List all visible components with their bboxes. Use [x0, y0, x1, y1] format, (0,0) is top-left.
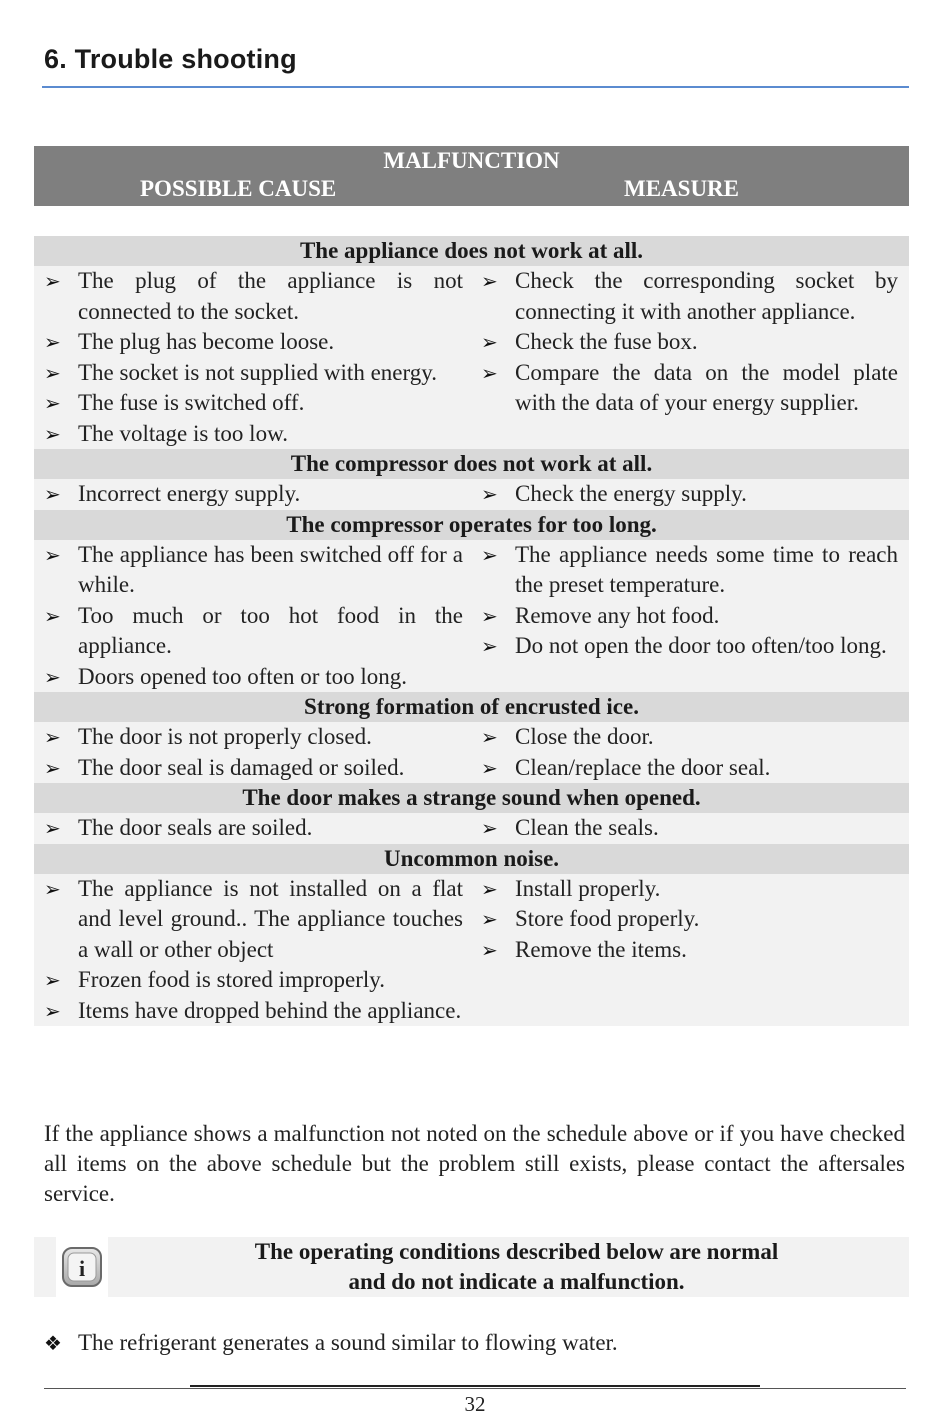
measure-column	[471, 813, 908, 844]
arrow-bullet-icon: ➢	[44, 755, 61, 780]
measure-column	[471, 540, 908, 693]
diamond-bullet-icon: ❖	[44, 1331, 62, 1355]
arrow-bullet-icon: ➢	[44, 360, 61, 385]
arrow-bullet-icon: ➢	[44, 482, 61, 506]
info-box	[34, 1237, 909, 1297]
arrow-bullet-icon: ➢	[44, 603, 61, 628]
group-body	[34, 722, 909, 783]
measure-text: Install properly.	[515, 875, 661, 901]
arrow-bullet-icon: ➢	[481, 816, 498, 840]
cause-item	[44, 358, 463, 389]
measure-column	[471, 266, 908, 449]
arrow-bullet-icon: ➢	[481, 937, 498, 962]
trouble-table	[34, 236, 909, 1026]
cause-column	[34, 874, 471, 1027]
measure-text: Compare the data on the model plate with the data of your energy supplier.	[515, 359, 898, 415]
arrow-bullet-icon: ➢	[481, 725, 498, 749]
cause-column	[34, 479, 471, 510]
header-measure: MEASURE	[624, 176, 740, 201]
measure-text: Check the fuse box.	[515, 329, 698, 354]
arrow-bullet-icon: ➢	[481, 755, 498, 780]
group-body	[34, 813, 909, 844]
cause-text: The voltage is too low.	[78, 420, 288, 446]
measure-text: Remove the items.	[515, 936, 687, 962]
measure-item	[481, 266, 898, 327]
measure-text: Remove any hot food.	[515, 602, 720, 628]
section-title: 6. Trouble shooting	[44, 44, 297, 74]
arrow-bullet-icon: ➢	[44, 269, 61, 293]
cause-text: The socket is not supplied with energy.	[78, 359, 437, 385]
group-body	[34, 266, 909, 449]
info-text	[124, 1237, 909, 1297]
group-body	[34, 479, 909, 510]
group-title: The compressor does not work at all.	[34, 449, 909, 479]
page-number: 32	[464, 1392, 486, 1416]
cause-item	[44, 388, 463, 419]
group-title: The door makes a strange sound when opened.	[34, 783, 909, 813]
arrow-bullet-icon: ➢	[481, 907, 498, 931]
measure-item	[481, 753, 898, 784]
arrow-bullet-icon: ➢	[481, 542, 498, 567]
group-body	[34, 874, 909, 1027]
arrow-bullet-icon: ➢	[44, 664, 61, 689]
cause-text: The door seal is damaged or soiled.	[78, 754, 405, 780]
measure-text: Check the energy supply.	[515, 481, 747, 506]
arrow-bullet-icon: ➢	[481, 360, 498, 385]
cause-column	[34, 722, 471, 783]
arrow-bullet-icon: ➢	[44, 391, 61, 415]
measure-item	[481, 358, 898, 419]
cause-text: The plug has become loose.	[78, 329, 335, 354]
info-icon	[60, 1245, 104, 1289]
cause-text: Frozen food is stored improperly.	[78, 967, 386, 992]
measure-text: Check the corresponding socket by connecting it with another appliance.	[515, 268, 898, 324]
measure-item	[481, 479, 898, 510]
arrow-bullet-icon: ➢	[481, 876, 498, 901]
header-malfunction: MALFUNCTION	[383, 148, 560, 173]
info-icon-wrapper	[56, 1237, 108, 1297]
info-icon-letter: i	[78, 1256, 86, 1281]
cause-item	[44, 813, 463, 844]
measure-item	[481, 722, 898, 753]
cause-item	[44, 601, 463, 662]
cause-text: The door seals are soiled.	[78, 815, 313, 840]
cause-text: Too much or too hot food in the appliance.	[78, 602, 463, 658]
measure-text: Close the door.	[515, 724, 654, 749]
arrow-bullet-icon: ➢	[44, 816, 61, 840]
arrow-bullet-icon: ➢	[481, 603, 498, 628]
table-header	[34, 146, 909, 206]
cause-item	[44, 874, 463, 966]
cause-column	[34, 540, 471, 693]
arrow-bullet-icon: ➢	[481, 330, 498, 354]
cause-text: The door is not properly closed.	[78, 724, 372, 749]
arrow-bullet-icon: ➢	[44, 998, 61, 1023]
header-possible-cause: POSSIBLE CAUSE	[140, 176, 337, 201]
cause-column	[34, 813, 471, 844]
cause-text: The plug of the appliance is not connected to the socket.	[78, 268, 463, 324]
measure-item	[481, 327, 898, 358]
cause-text: Incorrect energy supply.	[78, 481, 301, 506]
title-rule	[42, 86, 909, 88]
measure-item	[481, 601, 898, 632]
normal-condition-item	[44, 1328, 618, 1358]
cause-item	[44, 662, 463, 693]
measure-text: The appliance needs some time to reach the preset temperature.	[515, 541, 898, 597]
measure-item	[481, 540, 898, 601]
cause-item	[44, 540, 463, 601]
measure-column	[471, 874, 908, 1027]
cause-item	[44, 996, 463, 1027]
cause-text: Doors opened too often or too long.	[78, 663, 407, 689]
arrow-bullet-icon: ➢	[44, 876, 61, 901]
arrow-bullet-icon: ➢	[44, 421, 61, 446]
arrow-bullet-icon: ➢	[44, 542, 61, 567]
cause-text: The appliance is not installed on a flat and level ground.. The appliance touches a wall or other object	[78, 875, 463, 962]
group-title: The compressor operates for too long.	[34, 510, 909, 540]
cause-item	[44, 479, 463, 510]
normal-condition-text: The refrigerant generates a sound similar to flowing water.	[78, 1330, 618, 1355]
arrow-bullet-icon: ➢	[481, 482, 498, 506]
arrow-bullet-icon: ➢	[481, 269, 498, 293]
arrow-bullet-icon: ➢	[44, 725, 61, 749]
arrow-bullet-icon: ➢	[44, 968, 61, 992]
measure-item	[481, 813, 898, 844]
measure-column	[471, 479, 908, 510]
measure-item	[481, 874, 898, 905]
measure-text: Clean/replace the door seal.	[515, 754, 771, 780]
info-line-1: The operating conditions described below are normal	[254, 1239, 779, 1264]
cause-item	[44, 965, 463, 996]
group-title: Strong formation of encrusted ice.	[34, 692, 909, 722]
cause-item	[44, 419, 463, 450]
group-body	[34, 540, 909, 693]
cause-text: The appliance has been switched off for a while.	[78, 541, 463, 597]
measure-column	[471, 722, 908, 783]
arrow-bullet-icon: ➢	[44, 330, 61, 354]
measure-text: Do not open the door too often/too long.	[515, 633, 887, 658]
aftersales-note: If the appliance shows a malfunction not noted on the schedule above or if you have checked all items on the above schedule but the problem still exists, please contact the aftersales service.	[44, 1121, 905, 1206]
cause-item	[44, 327, 463, 358]
cause-text: Items have dropped behind the appliance.	[78, 997, 462, 1023]
group-title: The appliance does not work at all.	[34, 236, 909, 266]
measure-item	[481, 631, 898, 662]
measure-item	[481, 935, 898, 966]
group-title: Uncommon noise.	[34, 844, 909, 874]
cause-text: The fuse is switched off.	[78, 390, 305, 415]
measure-item	[481, 904, 898, 935]
cause-item	[44, 753, 463, 784]
cause-item	[44, 266, 463, 327]
info-line-2: and do not indicate a malfunction.	[348, 1269, 685, 1294]
measure-text: Store food properly.	[515, 906, 700, 931]
footer-rule	[44, 1388, 906, 1389]
arrow-bullet-icon: ➢	[481, 634, 498, 658]
footer-rule-accent	[190, 1385, 760, 1387]
cause-column	[34, 266, 471, 449]
cause-item	[44, 722, 463, 753]
measure-text: Clean the seals.	[515, 815, 659, 840]
